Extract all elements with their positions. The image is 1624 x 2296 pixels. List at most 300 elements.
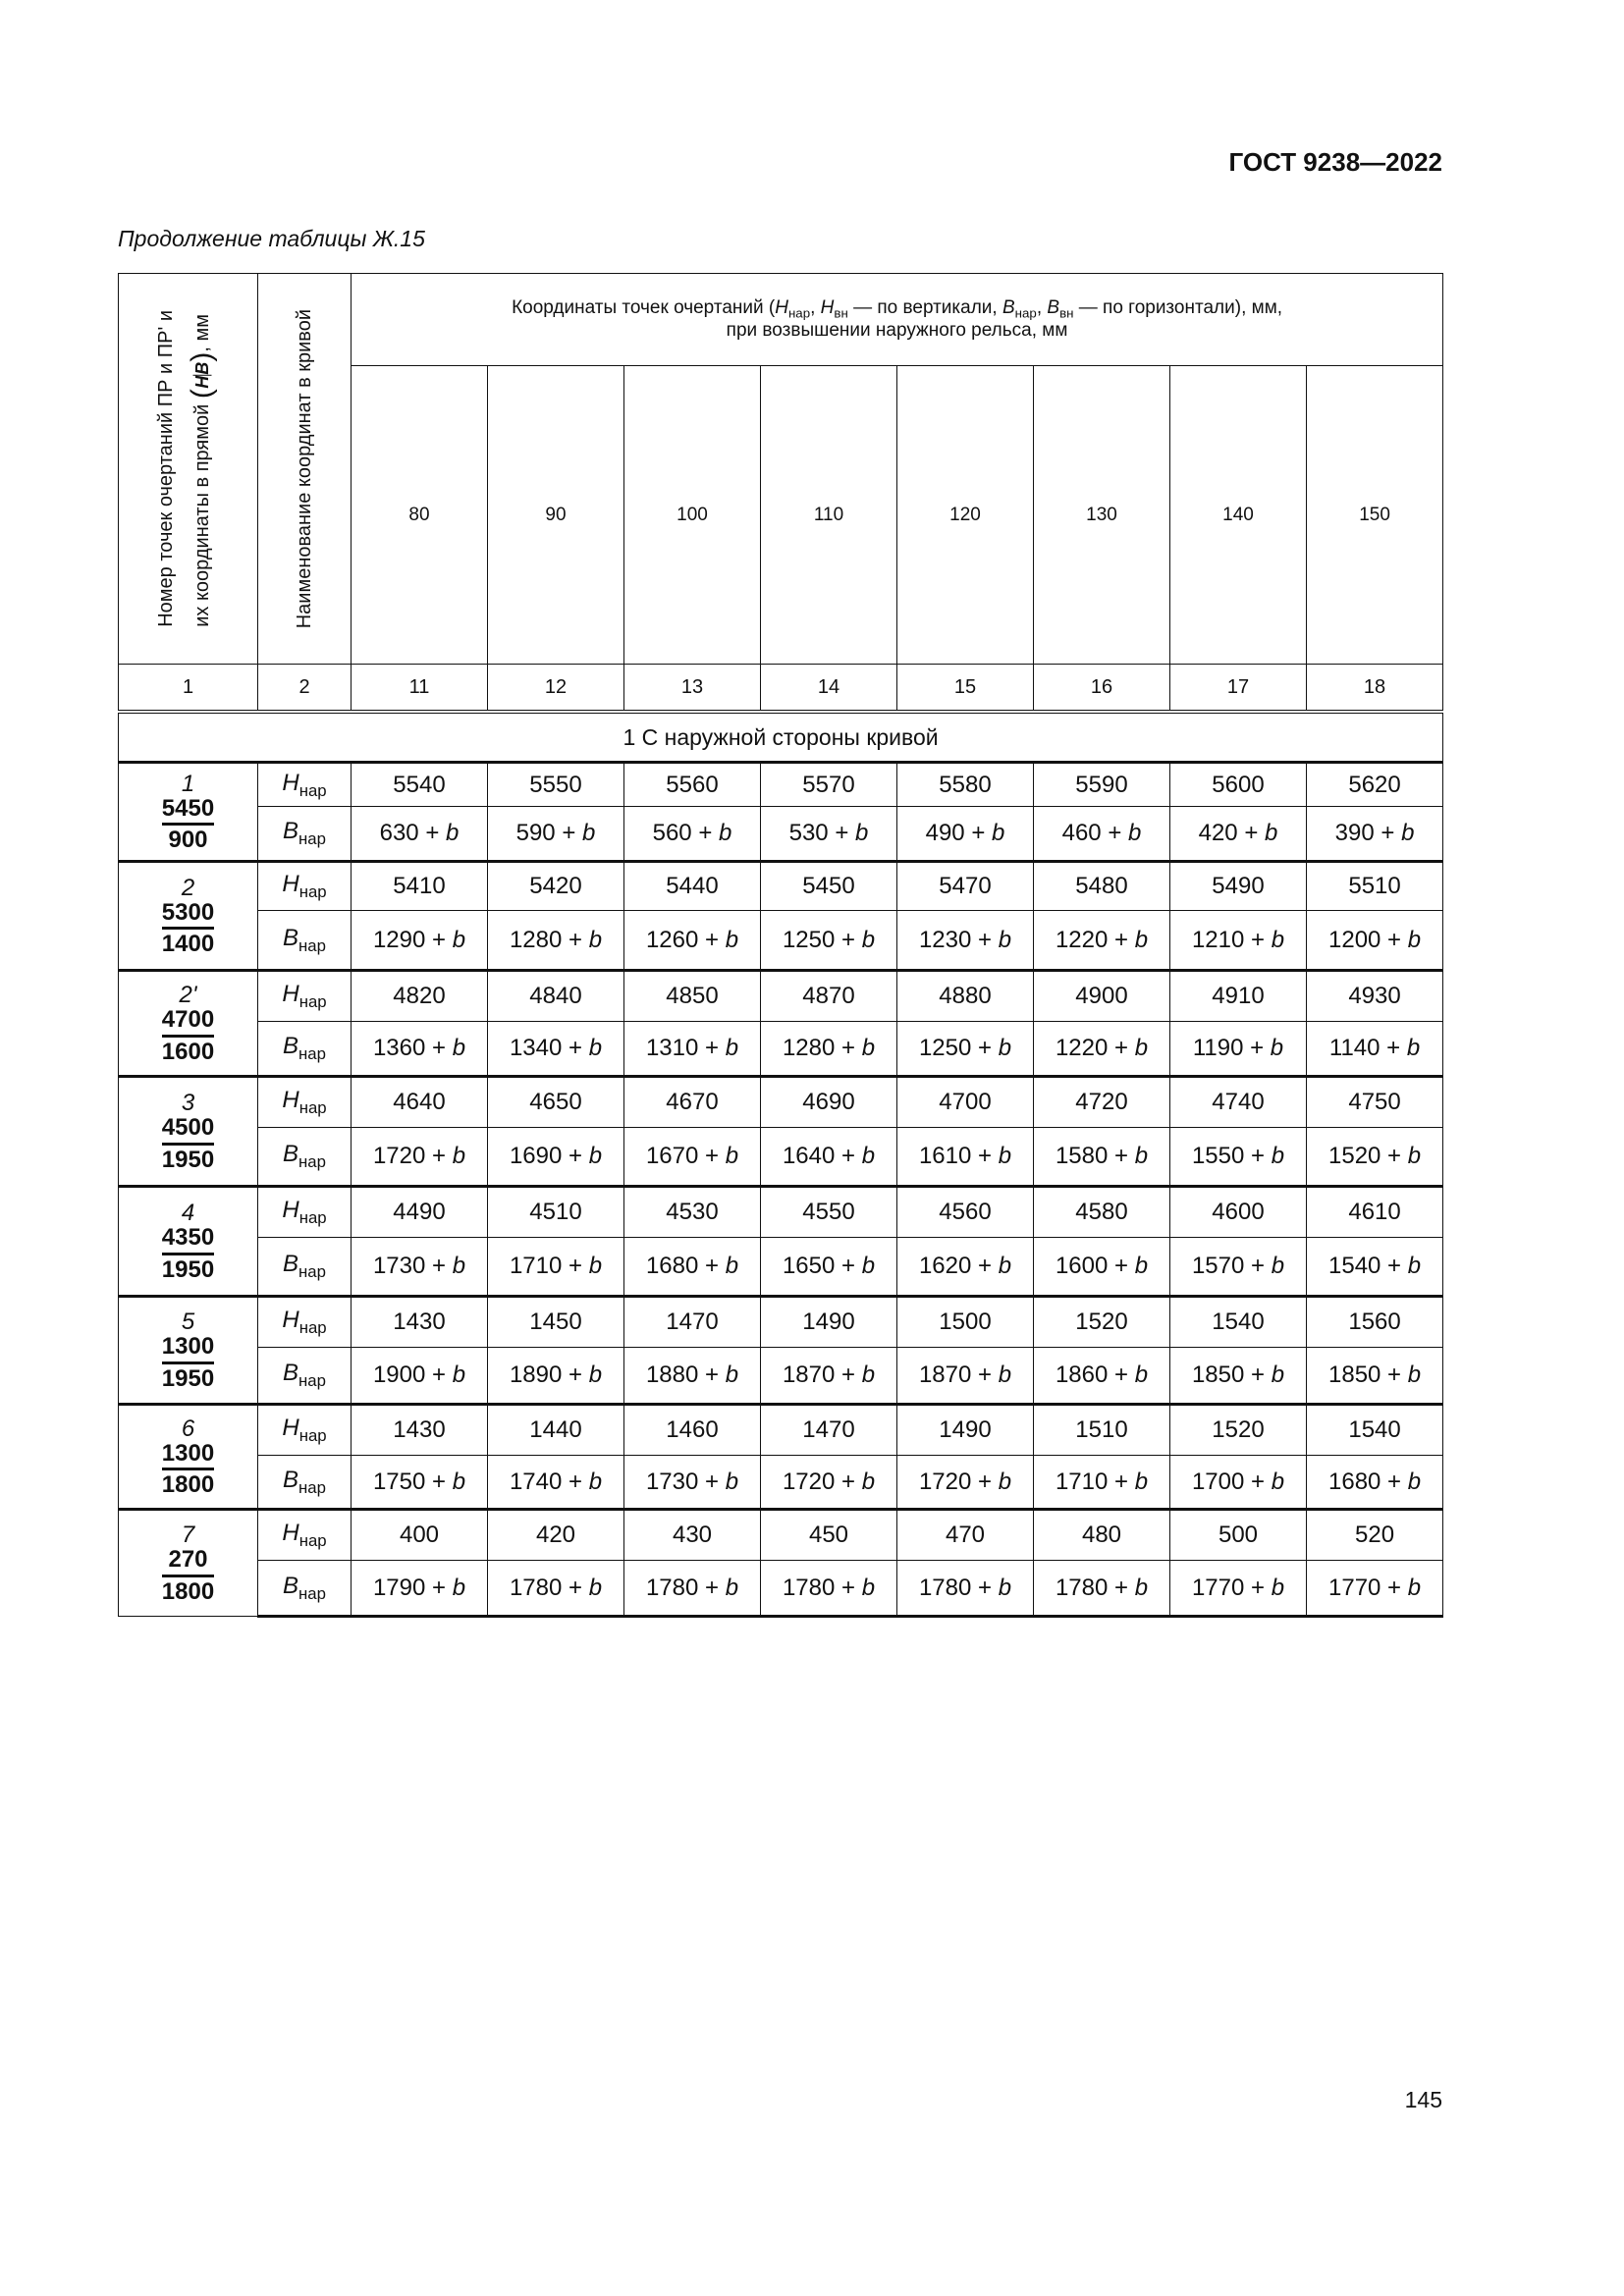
b-term: b bbox=[1128, 820, 1142, 846]
group-header-part: H bbox=[775, 296, 788, 318]
b-number: 1600 bbox=[1055, 1253, 1109, 1279]
b-number: 1710 bbox=[1055, 1468, 1109, 1495]
h-value: 4550 bbox=[761, 1187, 897, 1238]
coord-subscript: нар bbox=[298, 991, 327, 1011]
table-row bbox=[119, 1187, 1443, 1238]
b-number: 1640 bbox=[782, 1143, 836, 1169]
b-term: b bbox=[446, 820, 460, 846]
plus-sign: + bbox=[698, 926, 726, 953]
b-term: b bbox=[1406, 1035, 1421, 1061]
h-value: 5570 bbox=[761, 763, 897, 807]
b-value bbox=[1034, 1348, 1170, 1405]
b-number: 1220 bbox=[1055, 1035, 1109, 1061]
b-term: b bbox=[1407, 1468, 1422, 1495]
plus-sign: + bbox=[1244, 926, 1272, 953]
h-value: 4880 bbox=[897, 971, 1034, 1022]
point-b: 900 bbox=[168, 827, 208, 854]
h-value: 4840 bbox=[488, 971, 624, 1022]
plus-sign: + bbox=[971, 1035, 999, 1061]
h-value: 450 bbox=[761, 1510, 897, 1561]
plus-sign: + bbox=[562, 1574, 589, 1601]
point-fraction bbox=[162, 1547, 214, 1603]
b-value bbox=[1170, 1456, 1307, 1510]
b-value bbox=[624, 1022, 761, 1077]
b-number: 1620 bbox=[918, 1253, 972, 1279]
h-value: 1520 bbox=[1034, 1297, 1170, 1348]
b-value bbox=[897, 1561, 1034, 1617]
point-fraction bbox=[162, 1115, 214, 1171]
b-value bbox=[761, 1238, 897, 1297]
coord-name-h bbox=[258, 1187, 352, 1238]
plus-sign: + bbox=[1244, 1362, 1272, 1388]
h-value: 5540 bbox=[352, 763, 488, 807]
point-fraction bbox=[162, 1007, 214, 1063]
column-number: 12 bbox=[488, 665, 624, 713]
h-value: 520 bbox=[1307, 1510, 1443, 1561]
plus-sign: + bbox=[1244, 1574, 1272, 1601]
b-number: 1770 bbox=[1328, 1574, 1381, 1601]
b-term: b bbox=[855, 820, 869, 846]
plus-sign: + bbox=[835, 1035, 862, 1061]
plus-sign: + bbox=[835, 1468, 862, 1495]
b-term: b bbox=[725, 1143, 739, 1169]
b-term: b bbox=[1271, 926, 1285, 953]
point-fraction bbox=[162, 1334, 214, 1390]
b-value bbox=[624, 1128, 761, 1187]
h-value: 4490 bbox=[352, 1187, 488, 1238]
plus-sign: + bbox=[971, 1362, 999, 1388]
b-term: b bbox=[1407, 1143, 1422, 1169]
coord-symbol: H bbox=[282, 1415, 299, 1442]
point-h: 4350 bbox=[162, 1225, 214, 1255]
b-term: b bbox=[588, 1253, 603, 1279]
coord-name-h bbox=[258, 1405, 352, 1456]
b-number: 1750 bbox=[372, 1468, 426, 1495]
b-number: 1680 bbox=[1328, 1468, 1381, 1495]
coord-name-h bbox=[258, 1297, 352, 1348]
coord-subscript: нар bbox=[298, 780, 327, 800]
b-number: 1580 bbox=[1055, 1143, 1109, 1169]
table-caption: Продолжение таблицы Ж.15 bbox=[118, 226, 425, 251]
plus-sign: + bbox=[425, 1035, 453, 1061]
b-number: 1520 bbox=[1328, 1143, 1381, 1169]
elevation-header: 120 bbox=[897, 366, 1034, 665]
group-header-part: , bbox=[810, 296, 821, 318]
b-term: b bbox=[452, 1468, 466, 1495]
point-cell bbox=[119, 1297, 258, 1405]
plus-sign: + bbox=[835, 1143, 862, 1169]
coord-symbol: H bbox=[282, 1087, 299, 1114]
plus-sign: + bbox=[698, 1468, 726, 1495]
group-header-part: B bbox=[1001, 296, 1015, 318]
coord-name-b bbox=[258, 1022, 352, 1077]
b-number: 460 bbox=[1061, 820, 1102, 846]
coord-subscript: нар bbox=[298, 1583, 326, 1603]
b-number: 1850 bbox=[1191, 1362, 1245, 1388]
plus-sign: + bbox=[698, 1143, 726, 1169]
b-term: b bbox=[588, 926, 603, 953]
b-number: 1780 bbox=[1055, 1574, 1109, 1601]
coord-name-h bbox=[258, 1077, 352, 1128]
table-row bbox=[119, 1561, 1443, 1617]
b-value bbox=[488, 807, 624, 862]
plus-sign: + bbox=[1108, 1035, 1135, 1061]
h-value: 4690 bbox=[761, 1077, 897, 1128]
b-term: b bbox=[725, 1468, 739, 1495]
b-number: 1890 bbox=[509, 1362, 563, 1388]
b-term: b bbox=[725, 1574, 739, 1601]
column-number: 2 bbox=[258, 665, 352, 713]
group-header-part: B bbox=[1047, 296, 1060, 318]
b-value bbox=[488, 1456, 624, 1510]
b-value bbox=[1307, 1128, 1443, 1187]
column-number: 1 bbox=[119, 665, 258, 713]
b-number: 490 bbox=[925, 820, 965, 846]
table-row bbox=[119, 971, 1443, 1022]
h-value: 4930 bbox=[1307, 971, 1443, 1022]
h-value: 500 bbox=[1170, 1510, 1307, 1561]
b-term: b bbox=[725, 1362, 739, 1388]
elevation-header: 150 bbox=[1307, 366, 1443, 665]
h-value: 5550 bbox=[488, 763, 624, 807]
coord-subscript: нар bbox=[298, 1477, 326, 1497]
header-point-line1: Номер точек очертаний ПР и ПР' и bbox=[155, 310, 178, 627]
point-b: 1950 bbox=[161, 1146, 215, 1173]
h-value: 5600 bbox=[1170, 763, 1307, 807]
table-row bbox=[119, 763, 1443, 807]
h-value: 4510 bbox=[488, 1187, 624, 1238]
header-point-line2: их координаты в прямой bbox=[191, 403, 214, 627]
coord-subscript: нар bbox=[298, 1043, 326, 1063]
b-term: b bbox=[998, 1362, 1012, 1388]
b-term: b bbox=[725, 926, 739, 953]
point-cell bbox=[119, 862, 258, 971]
b-value bbox=[624, 911, 761, 971]
coord-symbol: H bbox=[282, 1520, 299, 1547]
b-value bbox=[1034, 1128, 1170, 1187]
plus-sign: + bbox=[964, 820, 993, 846]
point-cell bbox=[119, 1405, 258, 1510]
plus-sign: + bbox=[1108, 1253, 1135, 1279]
b-term: b bbox=[588, 1574, 603, 1601]
b-value bbox=[488, 1022, 624, 1077]
point-h: 5300 bbox=[162, 900, 214, 930]
point-cell bbox=[119, 971, 258, 1077]
plus-sign: + bbox=[971, 1468, 999, 1495]
b-number: 590 bbox=[515, 820, 556, 846]
plus-sign: + bbox=[835, 926, 862, 953]
b-number: 1680 bbox=[645, 1253, 699, 1279]
b-number: 530 bbox=[788, 820, 829, 846]
b-number: 1730 bbox=[372, 1253, 426, 1279]
h-value: 4600 bbox=[1170, 1187, 1307, 1238]
group-header-line1 bbox=[352, 297, 1442, 321]
h-value: 1470 bbox=[624, 1297, 761, 1348]
point-cell bbox=[119, 763, 258, 862]
b-value bbox=[1307, 911, 1443, 971]
point-b: 1950 bbox=[161, 1364, 215, 1392]
plus-sign: + bbox=[1244, 1468, 1272, 1495]
h-value: 420 bbox=[488, 1510, 624, 1561]
b-term: b bbox=[1271, 1143, 1285, 1169]
column-number: 17 bbox=[1170, 665, 1307, 713]
b-term: b bbox=[998, 1574, 1012, 1601]
h-value: 4650 bbox=[488, 1077, 624, 1128]
b-number: 1780 bbox=[782, 1574, 836, 1601]
b-value bbox=[761, 1022, 897, 1077]
coord-subscript: нар bbox=[298, 1317, 327, 1337]
point-h: 4500 bbox=[162, 1115, 214, 1145]
b-term: b bbox=[725, 1035, 739, 1061]
b-term: b bbox=[861, 1574, 876, 1601]
table-row bbox=[119, 1238, 1443, 1297]
b-value bbox=[352, 1238, 488, 1297]
coord-symbol: H bbox=[282, 769, 299, 796]
coord-symbol: B bbox=[283, 1033, 299, 1060]
b-value bbox=[1307, 1238, 1443, 1297]
b-value bbox=[761, 911, 897, 971]
b-value bbox=[897, 1348, 1034, 1405]
elevation-header: 100 bbox=[624, 366, 761, 665]
h-value: 400 bbox=[352, 1510, 488, 1561]
table-row bbox=[119, 1128, 1443, 1187]
h-value: 4580 bbox=[1034, 1187, 1170, 1238]
h-value: 470 bbox=[897, 1510, 1034, 1561]
b-term: b bbox=[588, 1035, 603, 1061]
h-value: 5470 bbox=[897, 862, 1034, 911]
b-term: b bbox=[1134, 1035, 1149, 1061]
group-header-part: — по вертикали, bbox=[847, 296, 1002, 318]
h-value: 4910 bbox=[1170, 971, 1307, 1022]
plus-sign: + bbox=[835, 1253, 862, 1279]
coord-symbol: B bbox=[283, 1251, 299, 1278]
h-value: 1440 bbox=[488, 1405, 624, 1456]
b-value bbox=[897, 1022, 1034, 1077]
coord-name-h bbox=[258, 971, 352, 1022]
b-term: b bbox=[1265, 820, 1278, 846]
b-value bbox=[352, 807, 488, 862]
plus-sign: + bbox=[1108, 1574, 1135, 1601]
b-term: b bbox=[998, 1468, 1012, 1495]
b-term: b bbox=[992, 820, 1005, 846]
b-number: 1710 bbox=[509, 1253, 563, 1279]
table-row bbox=[119, 1510, 1443, 1561]
document-code: ГОСТ 9238—2022 bbox=[1228, 147, 1442, 177]
b-term: b bbox=[861, 1362, 876, 1388]
page-number: 145 bbox=[1404, 2087, 1442, 2112]
plus-sign: + bbox=[562, 1253, 589, 1279]
h-value: 5420 bbox=[488, 862, 624, 911]
b-number: 1860 bbox=[1055, 1362, 1109, 1388]
elevation-header: 90 bbox=[488, 366, 624, 665]
b-term: b bbox=[452, 1574, 466, 1601]
b-term: b bbox=[1407, 926, 1422, 953]
b-number: 1720 bbox=[372, 1143, 426, 1169]
h-value: 5490 bbox=[1170, 862, 1307, 911]
b-term: b bbox=[998, 926, 1012, 953]
coord-subscript: нар bbox=[298, 935, 326, 955]
b-value bbox=[1307, 1456, 1443, 1510]
b-term: b bbox=[1407, 1253, 1422, 1279]
h-value: 1450 bbox=[488, 1297, 624, 1348]
point-number: 3 bbox=[181, 1090, 195, 1117]
b-term: b bbox=[861, 1468, 876, 1495]
point-b: 1800 bbox=[161, 1471, 215, 1499]
elevation-header: 130 bbox=[1034, 366, 1170, 665]
b-value bbox=[352, 1561, 488, 1617]
b-value bbox=[1307, 807, 1443, 862]
group-header-part: , bbox=[1036, 296, 1048, 318]
plus-sign: + bbox=[562, 1035, 589, 1061]
coord-symbol: B bbox=[283, 818, 299, 845]
b-number: 1550 bbox=[1191, 1143, 1245, 1169]
b-value bbox=[1034, 1561, 1170, 1617]
h-value: 4640 bbox=[352, 1077, 488, 1128]
coord-name-b bbox=[258, 1238, 352, 1297]
b-term: b bbox=[1134, 926, 1149, 953]
h-value: 4740 bbox=[1170, 1077, 1307, 1128]
plus-sign: + bbox=[1380, 1362, 1408, 1388]
b-number: 1720 bbox=[782, 1468, 836, 1495]
coord-name-h bbox=[258, 862, 352, 911]
coord-symbol: B bbox=[283, 1141, 299, 1168]
table-row bbox=[119, 1348, 1443, 1405]
h-value: 1430 bbox=[352, 1405, 488, 1456]
b-term: b bbox=[1134, 1574, 1149, 1601]
b-term: b bbox=[588, 1143, 603, 1169]
point-h: 1300 bbox=[162, 1334, 214, 1363]
b-value bbox=[897, 1238, 1034, 1297]
b-term: b bbox=[1407, 1362, 1422, 1388]
plus-sign: + bbox=[1380, 1143, 1408, 1169]
point-fraction bbox=[162, 1225, 214, 1281]
h-value: 4750 bbox=[1307, 1077, 1443, 1128]
b-value bbox=[488, 1128, 624, 1187]
column-number: 11 bbox=[352, 665, 488, 713]
table-row bbox=[119, 807, 1443, 862]
point-b: 1400 bbox=[161, 931, 215, 958]
b-value bbox=[761, 1348, 897, 1405]
b-value bbox=[1170, 911, 1307, 971]
coord-symbol: B bbox=[283, 1360, 299, 1387]
b-value bbox=[352, 1022, 488, 1077]
plus-sign: + bbox=[425, 1468, 453, 1495]
b-number: 1280 bbox=[509, 926, 563, 953]
b-number: 1700 bbox=[1191, 1468, 1245, 1495]
b-number: 1720 bbox=[918, 1468, 972, 1495]
b-number: 1310 bbox=[645, 1035, 699, 1061]
b-value bbox=[624, 807, 761, 862]
b-term: b bbox=[861, 926, 876, 953]
column-number: 13 bbox=[624, 665, 761, 713]
plus-sign: + bbox=[425, 1253, 453, 1279]
b-number: 1880 bbox=[645, 1362, 699, 1388]
h-value: 5510 bbox=[1307, 862, 1443, 911]
coord-name-b bbox=[258, 1456, 352, 1510]
b-number: 1210 bbox=[1191, 926, 1245, 953]
point-number: 7 bbox=[181, 1522, 195, 1549]
b-term: b bbox=[1271, 1362, 1285, 1388]
coord-symbol: B bbox=[283, 924, 299, 951]
point-h: 270 bbox=[162, 1547, 214, 1576]
h-value: 4720 bbox=[1034, 1077, 1170, 1128]
plus-sign: + bbox=[1243, 1035, 1271, 1061]
plus-sign: + bbox=[562, 1143, 589, 1169]
plus-sign: + bbox=[425, 1362, 453, 1388]
table-row bbox=[119, 862, 1443, 911]
group-header-part: вн bbox=[834, 305, 848, 321]
h-value: 1490 bbox=[761, 1297, 897, 1348]
coord-subscript: нар bbox=[298, 1425, 327, 1445]
b-value bbox=[1170, 1238, 1307, 1297]
b-value bbox=[1034, 1238, 1170, 1297]
plus-sign: + bbox=[555, 820, 583, 846]
h-value: 1520 bbox=[1170, 1405, 1307, 1456]
b-number: 1200 bbox=[1328, 926, 1381, 953]
b-term: b bbox=[1401, 820, 1415, 846]
plus-sign: + bbox=[971, 1253, 999, 1279]
b-number: 1870 bbox=[782, 1362, 836, 1388]
point-cell bbox=[119, 1187, 258, 1297]
h-value: 1500 bbox=[897, 1297, 1034, 1348]
b-term: b bbox=[1270, 1035, 1284, 1061]
b-term: b bbox=[1271, 1253, 1285, 1279]
plus-sign: + bbox=[1380, 1468, 1408, 1495]
b-number: 1650 bbox=[782, 1253, 836, 1279]
section-title: 1 С наружной стороны кривой bbox=[119, 712, 1443, 763]
plus-sign: + bbox=[1380, 1035, 1407, 1061]
b-value bbox=[488, 1561, 624, 1617]
b-value bbox=[1170, 807, 1307, 862]
b-value bbox=[352, 911, 488, 971]
elevation-header: 110 bbox=[761, 366, 897, 665]
coord-subscript: нар bbox=[298, 1097, 327, 1117]
h-value: 1540 bbox=[1170, 1297, 1307, 1348]
table-row bbox=[119, 1456, 1443, 1510]
b-number: 1730 bbox=[645, 1468, 699, 1495]
b-term: b bbox=[998, 1143, 1012, 1169]
plus-sign: + bbox=[425, 1143, 453, 1169]
group-header-part: нар bbox=[787, 305, 811, 321]
b-number: 1340 bbox=[509, 1035, 563, 1061]
h-value: 5440 bbox=[624, 862, 761, 911]
table-row bbox=[119, 911, 1443, 971]
b-value bbox=[624, 1348, 761, 1405]
header-point-unit: , мм bbox=[191, 314, 214, 352]
column-number: 15 bbox=[897, 665, 1034, 713]
b-value bbox=[1170, 1561, 1307, 1617]
b-term: b bbox=[1407, 1574, 1422, 1601]
point-number: 6 bbox=[181, 1415, 195, 1442]
elevation-header: 140 bbox=[1170, 366, 1307, 665]
b-number: 420 bbox=[1198, 820, 1238, 846]
b-term: b bbox=[861, 1035, 876, 1061]
b-term: b bbox=[1271, 1574, 1285, 1601]
point-fraction bbox=[162, 1441, 214, 1497]
point-number: 2 bbox=[181, 874, 195, 901]
coordinates-table bbox=[118, 273, 1443, 1618]
plus-sign: + bbox=[1108, 1362, 1135, 1388]
h-value: 4530 bbox=[624, 1187, 761, 1238]
plus-sign: + bbox=[1380, 926, 1408, 953]
h-value: 4850 bbox=[624, 971, 761, 1022]
h-value: 430 bbox=[624, 1510, 761, 1561]
point-b: 1600 bbox=[161, 1038, 215, 1065]
plus-sign: + bbox=[698, 1574, 726, 1601]
b-value bbox=[1170, 1022, 1307, 1077]
b-number: 1780 bbox=[509, 1574, 563, 1601]
b-value bbox=[761, 1456, 897, 1510]
